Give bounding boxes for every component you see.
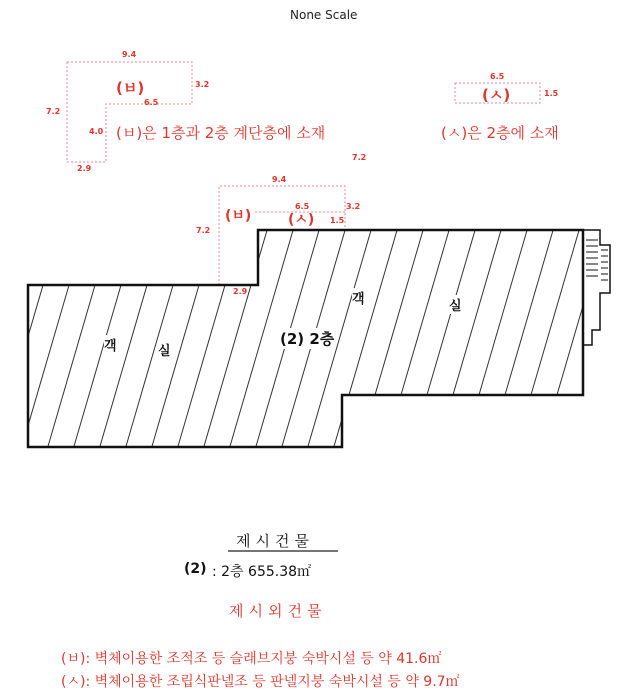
legend-b-dim-bottom: 2.9	[77, 164, 92, 173]
excluded-title: 제시외건물	[229, 602, 327, 620]
scale-label: None Scale	[290, 8, 358, 22]
listing-item-no: (2)	[184, 561, 207, 577]
legend-b-dim-outer: 7.2	[352, 153, 367, 162]
plan-dim-inner: 6.5	[295, 202, 310, 211]
legend-b-note: (ㅂ)은 1층과 2층 계단층에 소재	[116, 124, 326, 142]
room-left-char-2: 실	[158, 340, 171, 359]
hatch-line	[0, 220, 10, 460]
stair-block	[583, 230, 610, 345]
room-right-char-2: 실	[449, 295, 462, 314]
hatch-line	[616, 220, 632, 460]
room-left-char-1: 객	[104, 335, 117, 354]
room-right-char-1: 객	[352, 288, 365, 307]
plan-s-label: (ㅅ)	[288, 212, 315, 228]
plan-b-label: (ㅂ)	[225, 208, 252, 224]
listing-item-text: : 2층 655.38㎡	[212, 564, 312, 580]
hatch-line	[408, 220, 478, 460]
legend-s-dim-right: 1.5	[544, 89, 559, 98]
hatch-line	[330, 220, 400, 460]
plan-dim-right-top: 3.2	[346, 202, 361, 211]
hatch-line	[174, 220, 244, 460]
legend-s-dim-top: 6.5	[490, 72, 505, 81]
hatch-line	[538, 220, 608, 460]
legend-b-dim-inner: 6.5	[144, 98, 159, 107]
hatch-line	[382, 220, 452, 460]
legend-b-label: (ㅂ)	[116, 79, 145, 97]
plan-dim-left: 7.2	[196, 226, 211, 235]
plan-dim-bottom: 2.9	[233, 287, 248, 296]
plan-b-outline	[219, 186, 345, 285]
plan-dim-right-low: 1.5	[330, 216, 345, 225]
hatch-line	[0, 220, 36, 460]
excluded-line-b: (ㅂ): 벽체이용한 조적조 등 슬래브지붕 숙박시설 등 약 41.6㎡	[61, 651, 442, 667]
legend-b-dim-right: 3.2	[195, 80, 210, 89]
hatch-line	[434, 220, 504, 460]
hatch-line	[486, 220, 556, 460]
legend-s-label: (ㅅ)	[482, 86, 511, 104]
hatch-line	[200, 220, 270, 460]
hatch-line	[122, 220, 192, 460]
plan-dim-top: 9.4	[272, 175, 287, 184]
listing-title: 제시건물	[236, 532, 314, 550]
legend-s-note: (ㅅ)은 2층에 소재	[441, 124, 559, 142]
hatch-line	[590, 220, 632, 460]
floor-label: (2) 2층	[280, 330, 335, 348]
legend-b-dim-lower: 4.0	[89, 127, 104, 136]
hatch-line	[512, 220, 582, 460]
hatch-line	[564, 220, 632, 460]
hatch-line	[460, 220, 530, 460]
excluded-line-s: (ㅅ): 벽체이용한 조립식판넬조 등 판넬지붕 숙박시설 등 약 9.7㎡	[61, 674, 460, 690]
legend-b-dim-left: 7.2	[46, 107, 61, 116]
legend-b-dim-top: 9.4	[122, 50, 137, 59]
hatch-line	[356, 220, 426, 460]
